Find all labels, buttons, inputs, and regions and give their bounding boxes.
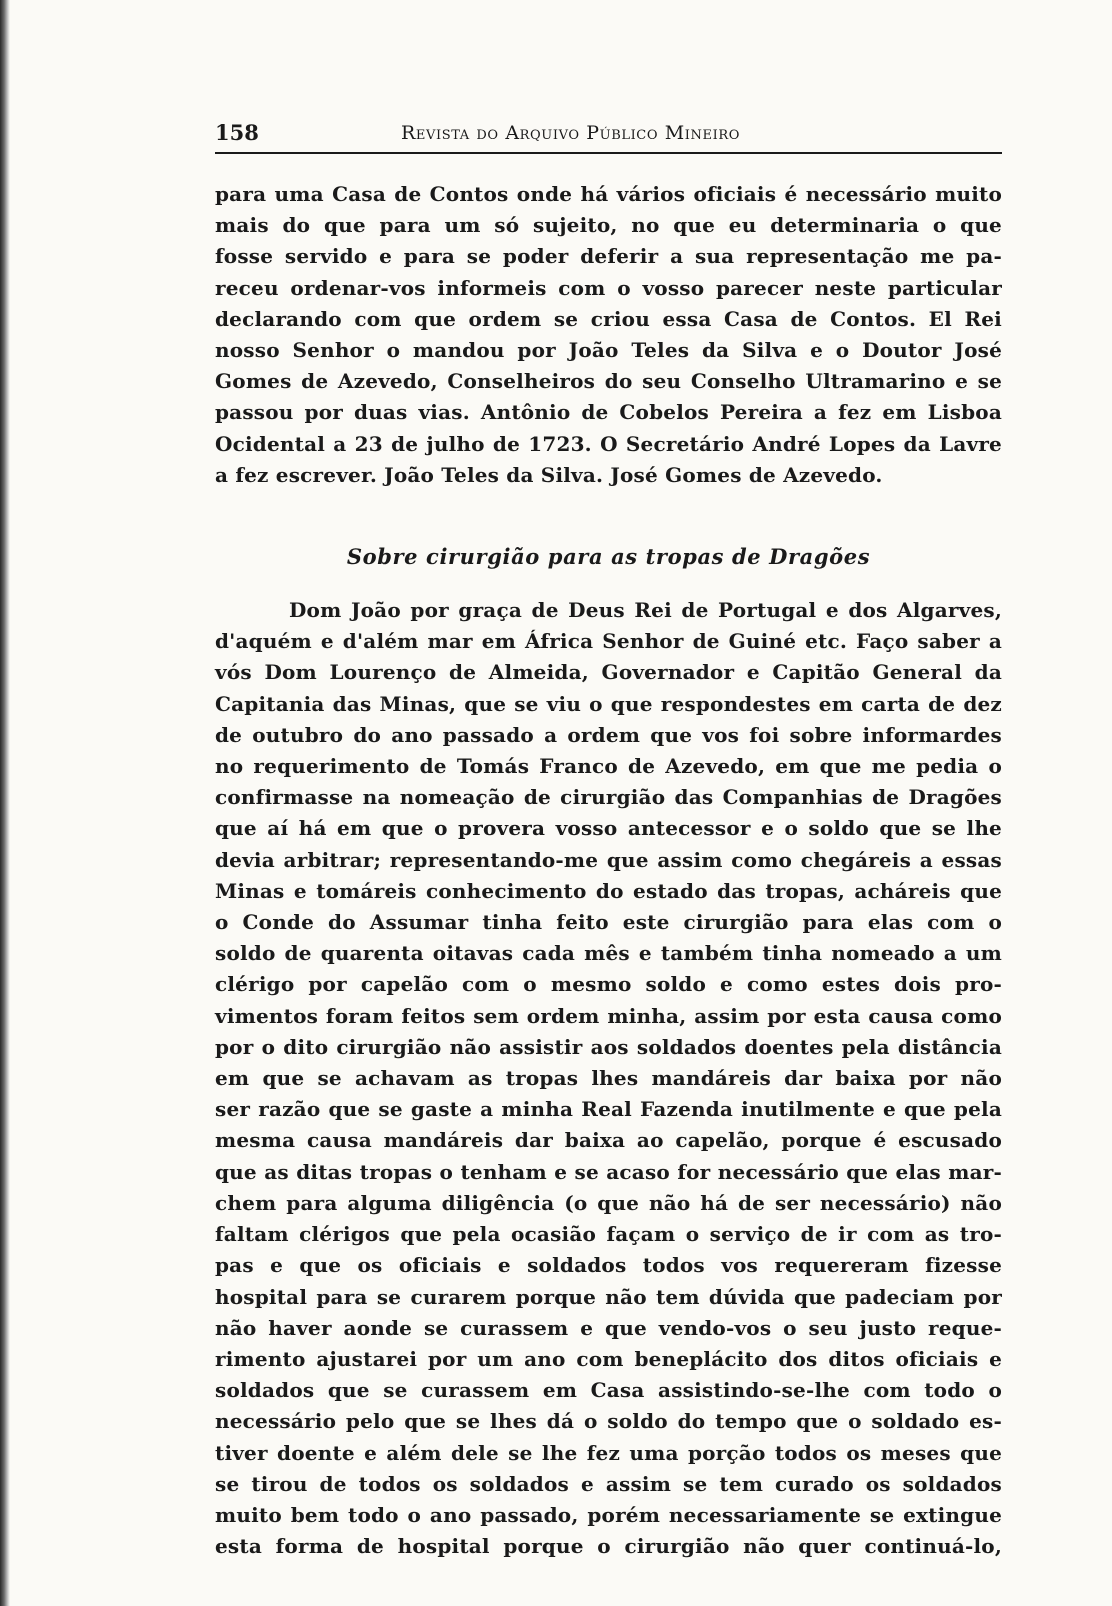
text-line: no requerimento de Tomás Franco de Azevedo, em que me pedia o	[215, 754, 1002, 779]
intro-paragraph	[215, 179, 1002, 491]
running-head	[215, 118, 1002, 154]
document-page	[215, 118, 1002, 1562]
text-line: ser razão que se gaste a minha Real Fazenda inutilmente e que pela	[215, 1097, 1002, 1122]
text-line: necessário pelo que se lhes dá o soldo do tempo que o soldado es-	[215, 1409, 1002, 1434]
text-line: se tirou de todos os soldados e assim se tem curado os soldados	[215, 1471, 1002, 1496]
section-heading: Sobre cirurgião para as tropas de Dragões	[346, 544, 871, 570]
page-number: 158	[215, 120, 259, 145]
text-line: clérigo por capelão com o mesmo soldo e como estes dois pro-	[215, 972, 1002, 997]
text-line: em que se achavam as tropas lhes mandáreis dar baixa por não	[215, 1066, 1002, 1091]
text-line: declarando com que ordem se criou essa Casa de Contos. El Rei	[215, 306, 1002, 331]
text-line: Gomes de Azevedo, Conselheiros do seu Conselho Ultramarino e se	[215, 369, 1002, 394]
text-line: mesma causa mandáreis dar baixa ao capelão, porque é escusado	[215, 1128, 1002, 1153]
text-line: vós Dom Lourenço de Almeida, Governador e Capitão General da	[215, 660, 1002, 685]
text-line: Dom João por graça de Deus Rei de Portugal e dos Algarves,	[289, 598, 1002, 623]
text-line: pas e que os oficiais e soldados todos vos requereram fizesse	[215, 1253, 1002, 1278]
text-line: devia arbitrar; representando-me que assim como chegáreis a essas	[215, 847, 1002, 872]
text-line: esta forma de hospital porque o cirurgião não quer continuá-lo,	[215, 1534, 1002, 1559]
text-line: receu ordenar-vos informeis com o vosso parecer neste particular	[215, 275, 1002, 300]
text-line: hospital para se curarem porque não tem dúvida que padeciam por	[215, 1284, 1002, 1309]
text-line: tiver doente e além dele se lhe fez uma porção todos os meses que	[215, 1440, 1002, 1465]
text-line: por o dito cirurgião não assistir aos soldados doentes pela distância	[215, 1034, 1002, 1059]
text-line: não haver aonde se curassem e que vendo-vos o seu justo reque-	[215, 1315, 1002, 1340]
book-binding-edge	[0, 0, 10, 1606]
text-line: d'aquém e d'além mar em África Senhor de Guiné etc. Faço saber a	[215, 629, 1002, 654]
text-line: que aí há em que o provera vosso antecessor e o soldo que se lhe	[215, 816, 1002, 841]
text-line: rimento ajustarei por um ano com beneplácito dos ditos oficiais e	[215, 1346, 1002, 1371]
text-line: soldo de quarenta oitavas cada mês e também tinha nomeado a um	[215, 941, 1002, 966]
text-line: fosse servido e para se poder deferir a sua representação me pa-	[215, 244, 1002, 269]
journal-title: Revista do Arquivo Público Mineiro	[401, 122, 740, 144]
text-line: Ocidental a 23 de julho de 1723. O Secretário André Lopes da Lavre	[215, 431, 1002, 456]
text-line: muito bem todo o ano passado, porém necessariamente se extingue	[215, 1502, 1002, 1527]
main-paragraph	[215, 595, 1002, 1562]
text-line: Minas e tomáreis conhecimento do estado das tropas, acháreis que	[215, 878, 1002, 903]
text-line: chem para alguma diligência (o que não há de ser necessário) não	[215, 1190, 1002, 1215]
text-line: faltam clérigos que pela ocasião façam o serviço de ir com as tro-	[215, 1222, 1002, 1247]
text-line: soldados que se curassem em Casa assistindo-se-lhe com todo o	[215, 1378, 1002, 1403]
text-line: passou por duas vias. Antônio de Cobelos Pereira a fez em Lisboa	[215, 400, 1002, 425]
text-line: que as ditas tropas o tenham e se acaso for necessário que elas mar-	[215, 1159, 1002, 1184]
text-line: Capitania das Minas, que se viu o que respondestes em carta de dez	[215, 691, 1002, 716]
text-line: de outubro do ano passado a ordem que vos foi sobre informardes	[215, 722, 1002, 747]
text-line: a fez escrever. João Teles da Silva. José Gomes de Azevedo.	[215, 462, 883, 487]
text-line: para uma Casa de Contos onde há vários oficiais é necessário muito	[215, 182, 1002, 206]
text-line: mais do que para um só sujeito, no que eu determinaria o que	[215, 213, 1002, 238]
text-line: confirmasse na nomeação de cirurgião das Companhias de Dragões	[215, 785, 1002, 810]
text-line: nosso Senhor o mandou por João Teles da Silva e o Doutor José	[215, 338, 1002, 363]
text-line: vimentos foram feitos sem ordem minha, assim por esta causa como	[215, 1003, 1002, 1028]
text-line: o Conde do Assumar tinha feito este cirurgião para elas com o	[215, 910, 1002, 935]
